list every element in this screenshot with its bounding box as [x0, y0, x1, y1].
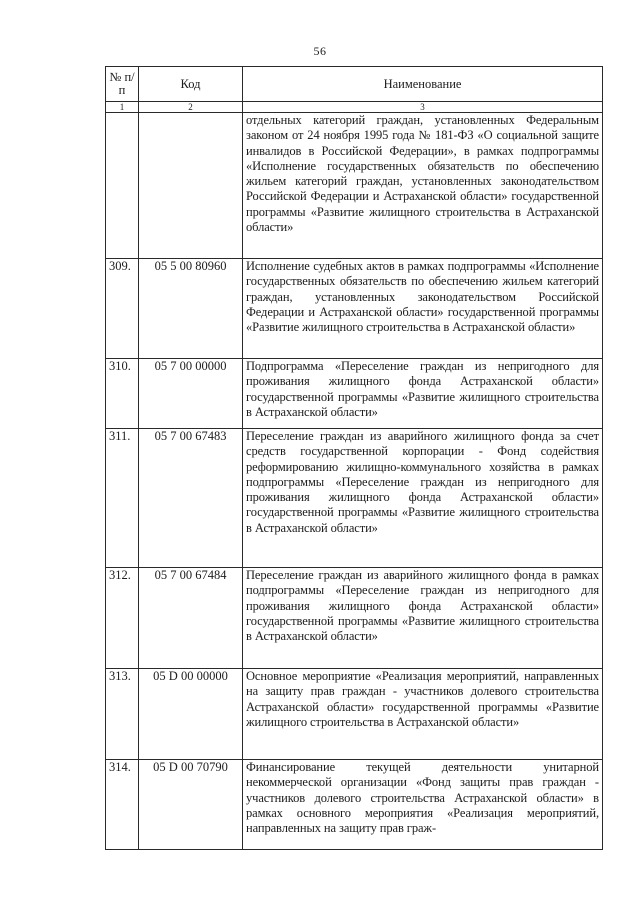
row-number: 313.: [106, 669, 139, 760]
row-number: [106, 113, 139, 259]
table-row: [106, 669, 603, 760]
table-row: [106, 429, 603, 568]
row-number: 311.: [106, 429, 139, 568]
row-number: 310.: [106, 359, 139, 429]
row-number: 312.: [106, 568, 139, 669]
classification-table: [105, 66, 603, 850]
row-code: 05 D 00 00000: [139, 669, 243, 760]
table-row: [106, 113, 603, 259]
row-name: Основное мероприятие «Реализация мероприятий, направленных на защиту прав граждан - участников долевого строительства Астраханской области» государственной программы «Развитие жилищного строительства в Астраханской области»: [243, 669, 603, 760]
row-code: 05 5 00 80960: [139, 259, 243, 359]
row-name: Исполнение судебных актов в рамках подпрограммы «Исполнение государственных обязательств по обеспечению жильем категорий граждан, установленных законодательством Российской Федерации и Астраханской области» государственной программы «Развитие жилищного строительства в Астраханской области»: [243, 259, 603, 359]
row-number: 314.: [106, 760, 139, 850]
column-index: 2: [139, 102, 243, 113]
row-code: 05 7 00 67483: [139, 429, 243, 568]
table-row: [106, 359, 603, 429]
column-index: 1: [106, 102, 139, 113]
row-name: Переселение граждан из аварийного жилищного фонда в рамках подпрограммы «Переселение граждан из непригодного для проживания жилищного фонда Астраханской области» государственной программы «Развитие жилищного строительства в Астраханской области»: [243, 568, 603, 669]
table-row: [106, 259, 603, 359]
row-code: 05 7 00 67484: [139, 568, 243, 669]
table-row: [106, 568, 603, 669]
page-number: 56: [313, 44, 327, 58]
row-code: 05 7 00 00000: [139, 359, 243, 429]
header-code: Код: [139, 67, 243, 102]
row-number: 309.: [106, 259, 139, 359]
row-code: 05 D 00 70790: [139, 760, 243, 850]
row-name: отдельных категорий граждан, установленных Федеральным законом от 24 ноября 1995 года № 181-ФЗ «О социальной защите инвалидов в Российской Федерации», в рамках подпрограммы «Исполнение государственных обязательств по обеспечению жильем категорий граждан, установленных законодательством Российской Федерации и Астраханской области» государственной программы «Развитие жилищного строительства в Астраханской области»: [243, 113, 603, 259]
header-num: № п/п: [106, 67, 139, 102]
header-name: Наименование: [243, 67, 603, 102]
row-name: Переселение граждан из аварийного жилищного фонда за счет средств государственной корпорации - Фонд содействия реформированию жилищно-коммунального хозяйства в рамках подпрограммы «Переселение граждан из непригодного для проживания жилищного фонда Астраханской области» государственной программы «Развитие жилищного строительства в Астраханской области»: [243, 429, 603, 568]
column-index-row: [106, 102, 603, 113]
header-row: [106, 67, 603, 102]
column-index: 3: [243, 102, 603, 113]
row-code: [139, 113, 243, 259]
row-name: Финансирование текущей деятельности унитарной некоммерческой организации «Фонд защиты прав граждан - участников долевого строительства Астраханской области» в рамках основного мероприятия «Реализация мероприятий, направленных на защиту прав граж-: [243, 760, 603, 850]
row-name: Подпрограмма «Переселение граждан из непригодного для проживания жилищного фонда Астраханской области» государственной программы «Развитие жилищного строительства в Астраханской области»: [243, 359, 603, 429]
table-row: [106, 760, 603, 850]
